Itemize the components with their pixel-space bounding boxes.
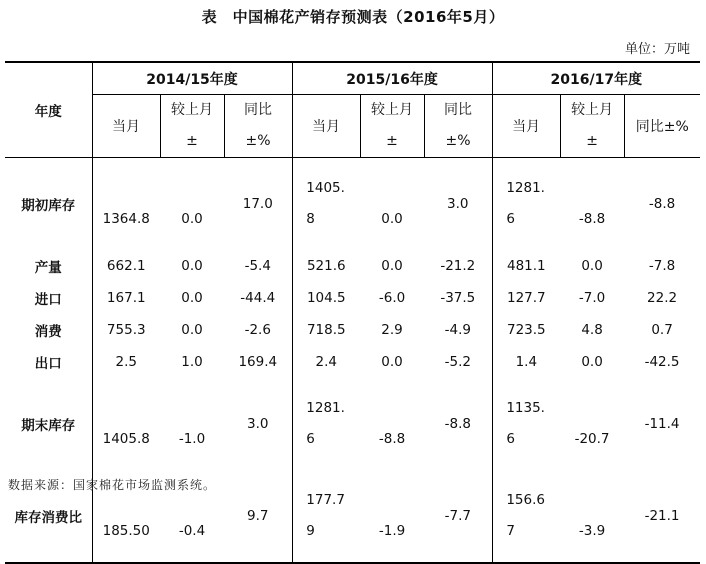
cell-value: -21.2: [424, 250, 492, 282]
cell-value: 9.7: [224, 470, 292, 563]
cell-value: 2.4: [315, 354, 338, 370]
cell-value: 0.0: [581, 258, 603, 274]
cell-value: 1281.6: [306, 400, 345, 447]
cell-value: 718.5: [306, 322, 346, 338]
sub-header-yoy: 同比 ±%: [424, 95, 492, 158]
cell-value: -11.4: [644, 416, 680, 432]
cell-value: -8.8: [424, 378, 492, 470]
cell-value: 3.0: [224, 378, 292, 470]
data-source-note: 数据来源：国家棉花市场监测系统。: [8, 478, 217, 492]
table-row: [5, 314, 700, 346]
cell-value: 1405.8: [306, 180, 345, 227]
cell-value: 0.0: [181, 290, 203, 306]
row-label: 产量: [5, 250, 92, 282]
cell-value: 177.79: [292, 470, 360, 563]
cell-value: -7.8: [648, 258, 676, 274]
sub-header-current: 当月: [492, 95, 560, 158]
cell-value: 0.0: [581, 354, 603, 370]
row-label: 期末库存: [5, 378, 92, 470]
cell-value: -8.8: [378, 431, 406, 447]
sub-header-yoy: 同比±%: [624, 95, 700, 158]
cell-value: -1.0: [178, 431, 206, 447]
cell-value: 104.5: [306, 290, 346, 306]
sub-header-vs-last-month: 较上月 ±: [560, 95, 624, 158]
cell-value: 2.9: [381, 322, 403, 338]
cell-value: -21.1: [624, 470, 700, 563]
cell-value: 0.7: [651, 322, 673, 338]
sub-header-vs-last-month: 较上月 ±: [160, 95, 224, 158]
sub-header-vs-last-month: 较上月 ±: [360, 95, 424, 158]
cell-value: 185.50: [92, 470, 160, 563]
cell-value: -5.4: [224, 250, 292, 282]
cell-value: -5.2: [424, 346, 492, 378]
table-row: [5, 282, 700, 314]
cell-value: -3.9: [560, 470, 624, 563]
cell-value: 0.0: [181, 211, 203, 227]
table-row: [5, 158, 700, 251]
cell-value: -2.6: [224, 314, 292, 346]
year-header-2016-17: 2016/17年度: [492, 62, 700, 95]
table-row: [5, 250, 700, 282]
table-row: [5, 378, 700, 470]
cell-value: 4.8: [581, 322, 603, 338]
row-label: 期初库存: [5, 158, 92, 251]
cell-value: 521.6: [306, 258, 346, 274]
year-header-2015-16: 2015/16年度: [292, 62, 492, 95]
cell-value: 1281.6: [506, 180, 545, 227]
cell-value: -8.8: [648, 196, 676, 212]
sub-header-yoy: 同比 ±%: [224, 95, 292, 158]
row-label: 消费: [5, 314, 92, 346]
cell-value: -6.0: [378, 290, 406, 306]
cell-value: 167.1: [106, 290, 146, 306]
cell-value: 3.0: [424, 158, 492, 251]
row-label: 库存消费比: [5, 470, 92, 563]
cell-value: 0.0: [181, 322, 203, 338]
row-label: 出口: [5, 346, 92, 378]
table-title: 表 中国棉花产销存预测表（2016年5月）: [201, 8, 505, 26]
cell-value: -42.5: [644, 354, 680, 370]
cell-value: 0.0: [381, 258, 403, 274]
row-label-header: 年度: [5, 62, 92, 158]
cell-value: -4.9: [424, 314, 492, 346]
cell-value: 1364.8: [102, 211, 150, 227]
cell-value: 755.3: [106, 322, 146, 338]
cell-value: 662.1: [106, 258, 146, 274]
cell-value: -8.8: [578, 211, 606, 227]
cell-value: -0.4: [160, 470, 224, 563]
row-label: 进口: [5, 282, 92, 314]
cell-value: 1.0: [181, 354, 203, 370]
cell-value: 0.0: [381, 211, 403, 227]
sub-header-current: 当月: [92, 95, 160, 158]
table-row: [5, 346, 700, 378]
cell-value: 723.5: [506, 322, 546, 338]
cell-value: 481.1: [506, 258, 546, 274]
sub-header-current: 当月: [292, 95, 360, 158]
cell-value: 169.4: [224, 346, 292, 378]
cell-value: -7.7: [424, 470, 492, 563]
cell-value: 1135.6: [506, 400, 545, 447]
cell-value: 127.7: [506, 290, 546, 306]
cell-value: 2.5: [115, 354, 137, 370]
cell-value: 17.0: [224, 158, 292, 251]
cell-value: 0.0: [181, 258, 203, 274]
unit-label: 单位：万吨: [624, 42, 690, 57]
year-header-2014-15: 2014/15年度: [92, 62, 292, 95]
cell-value: 22.2: [647, 290, 678, 306]
cell-value: -7.0: [578, 290, 606, 306]
cell-value: -37.5: [424, 282, 492, 314]
cell-value: -44.4: [224, 282, 292, 314]
cell-value: 1.4: [515, 354, 538, 370]
cell-value: 1405.8: [102, 431, 150, 447]
cell-value: -20.7: [574, 431, 610, 447]
cell-value: 156.67: [492, 470, 560, 563]
cell-value: -1.9: [360, 470, 424, 563]
cell-value: 0.0: [381, 354, 403, 370]
